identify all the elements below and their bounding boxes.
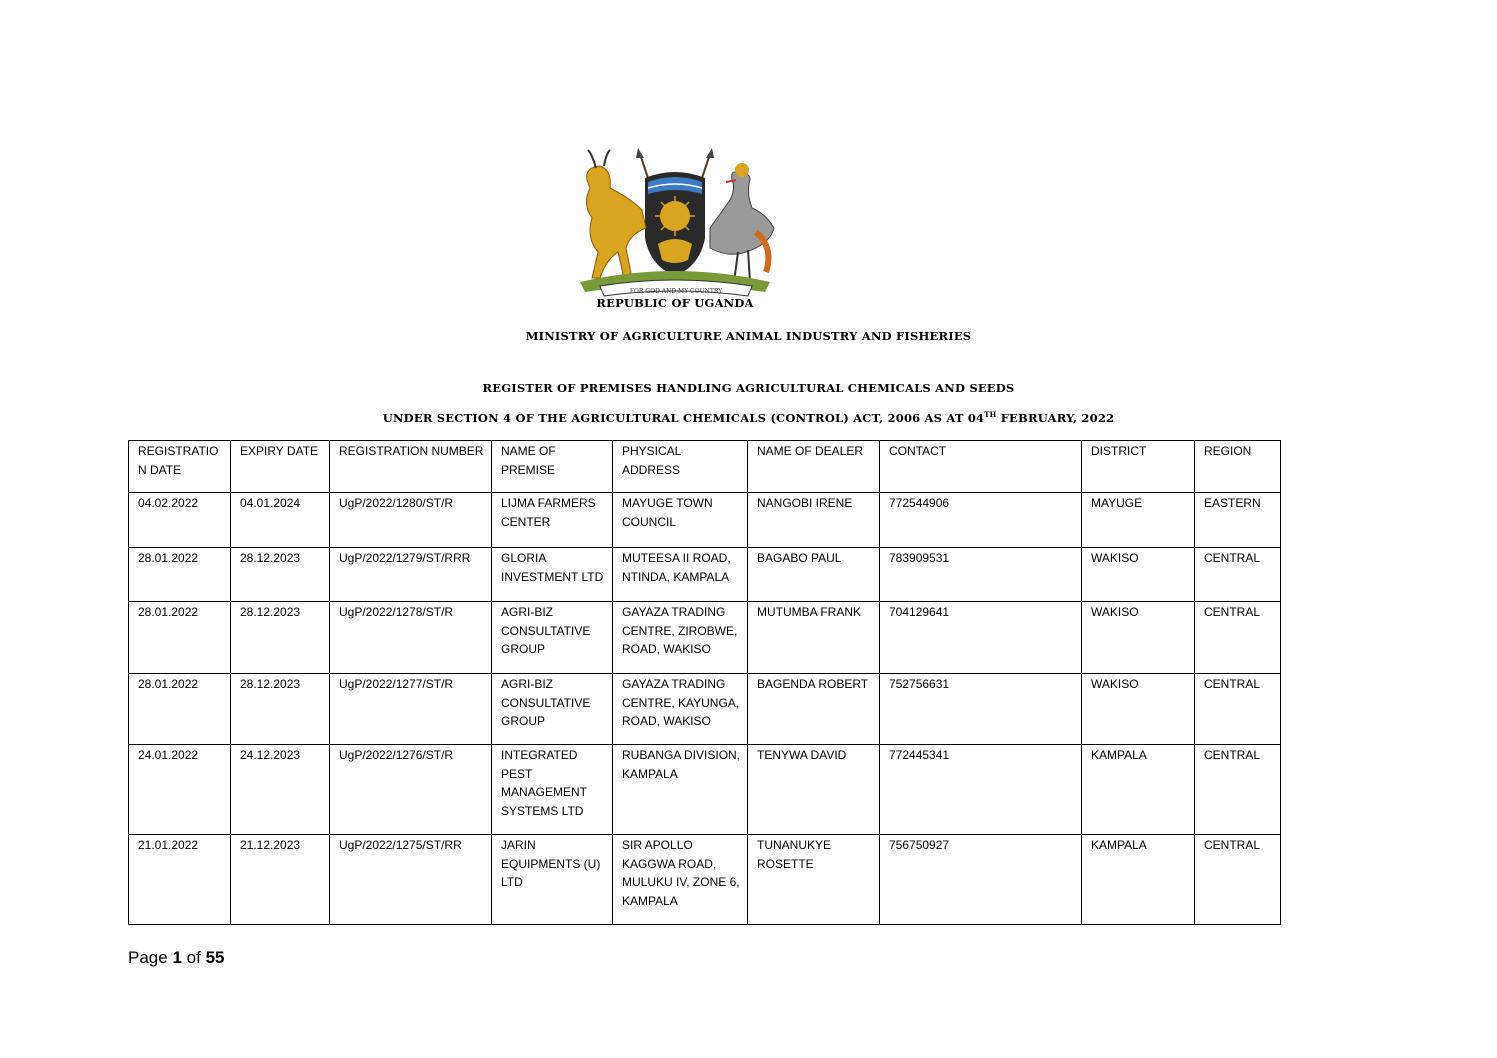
table-row xyxy=(129,493,1281,548)
page-current: 1 xyxy=(172,948,182,967)
table-cell: GAYAZA TRADING CENTRE, KAYUNGA, ROAD, WAKISO xyxy=(613,674,748,745)
table-cell: UgP/2022/1276/ST/R xyxy=(330,745,492,835)
table-cell: LIJMA FARMERS CENTER xyxy=(492,493,613,548)
table-row xyxy=(129,602,1281,674)
column-header: REGISTRATION NUMBER xyxy=(330,441,492,493)
republic-heading: REPUBLIC OF UGANDA xyxy=(596,296,754,310)
column-header: EXPIRY DATE xyxy=(231,441,330,493)
table-cell: TUNANUKYE ROSETTE xyxy=(748,835,880,925)
table-cell: WAKISO xyxy=(1082,674,1195,745)
column-header: REGISTRATIO N DATE xyxy=(129,441,231,493)
table-cell: MAYUGE xyxy=(1082,493,1195,548)
table-cell: WAKISO xyxy=(1082,548,1195,602)
table-cell: 752756631 xyxy=(880,674,1082,745)
table-cell: UgP/2022/1275/ST/RR xyxy=(330,835,492,925)
section-title xyxy=(0,410,1497,425)
table-cell: 756750927 xyxy=(880,835,1082,925)
table-cell: MUTUMBA FRANK xyxy=(748,602,880,674)
table-cell: JARIN EQUIPMENTS (U) LTD xyxy=(492,835,613,925)
column-header: PHYSICAL ADDRESS xyxy=(613,441,748,493)
table-cell: CENTRAL xyxy=(1195,745,1281,835)
table-cell: UgP/2022/1279/ST/RRR xyxy=(330,548,492,602)
table-row xyxy=(129,835,1281,925)
page-label: Page xyxy=(128,948,168,967)
ministry-heading: MINISTRY OF AGRICULTURE ANIMAL INDUSTRY AND FISHERIES xyxy=(525,329,972,343)
column-header: DISTRICT xyxy=(1082,441,1195,493)
table-cell: KAMPALA xyxy=(1082,835,1195,925)
table-cell: 28.01.2022 xyxy=(129,602,231,674)
table-cell: EASTERN xyxy=(1195,493,1281,548)
table-cell: SIR APOLLO KAGGWA ROAD, MULUKU IV, ZONE 6, KAMPALA xyxy=(613,835,748,925)
table-cell: 28.12.2023 xyxy=(231,548,330,602)
table-cell: GAYAZA TRADING CENTRE, ZIROBWE, ROAD, WAKISO xyxy=(613,602,748,674)
table-cell: 28.12.2023 xyxy=(231,602,330,674)
table-cell: 04.01.2024 xyxy=(231,493,330,548)
coat-of-arms-emblem xyxy=(560,148,792,300)
table-cell: TENYWA DAVID xyxy=(748,745,880,835)
table-cell: 772445341 xyxy=(880,745,1082,835)
section-title-main: UNDER SECTION 4 OF THE AGRICULTURAL CHEMICALS (CONTROL) ACT, 2006 AS AT 04 xyxy=(382,410,985,425)
table-cell: 28.12.2023 xyxy=(231,674,330,745)
svg-text:FOR GOD AND MY COUNTRY: FOR GOD AND MY COUNTRY xyxy=(629,288,723,295)
section-title-date: FEBRUARY, 2022 xyxy=(996,410,1115,425)
table-cell: AGRI-BIZ CONSULTATIVE GROUP xyxy=(492,674,613,745)
column-header: REGION xyxy=(1195,441,1281,493)
table-cell: RUBANGA DIVISION, KAMPALA xyxy=(613,745,748,835)
table-cell: BAGENDA ROBERT xyxy=(748,674,880,745)
table-cell: CENTRAL xyxy=(1195,674,1281,745)
table-cell: NANGOBI IRENE xyxy=(748,493,880,548)
table-cell: 28.01.2022 xyxy=(129,548,231,602)
section-title-ordinal: TH xyxy=(984,410,997,419)
table-cell: UgP/2022/1277/ST/R xyxy=(330,674,492,745)
page-total: 55 xyxy=(205,948,225,967)
table-header-row xyxy=(129,441,1281,493)
table-cell: CENTRAL xyxy=(1195,548,1281,602)
table-cell: GLORIA INVESTMENT LTD xyxy=(492,548,613,602)
table-cell: 24.01.2022 xyxy=(129,745,231,835)
table-cell: WAKISO xyxy=(1082,602,1195,674)
table-row xyxy=(129,674,1281,745)
table-cell: KAMPALA xyxy=(1082,745,1195,835)
table-cell: INTEGRATED PEST MANAGEMENT SYSTEMS LTD xyxy=(492,745,613,835)
premises-register-table xyxy=(128,440,1281,925)
table-cell: 772544906 xyxy=(880,493,1082,548)
table-cell: 783909531 xyxy=(880,548,1082,602)
table-cell: UgP/2022/1280/ST/R xyxy=(330,493,492,548)
page-of-label: of xyxy=(186,948,201,967)
register-title: REGISTER OF PREMISES HANDLING AGRICULTURAL CHEMICALS AND SEEDS xyxy=(482,381,1015,395)
table-cell: BAGABO PAUL xyxy=(748,548,880,602)
table-cell: 21.12.2023 xyxy=(231,835,330,925)
table-row xyxy=(129,745,1281,835)
column-header: NAME OF DEALER xyxy=(748,441,880,493)
table-cell: 24.12.2023 xyxy=(231,745,330,835)
table-cell: AGRI-BIZ CONSULTATIVE GROUP xyxy=(492,602,613,674)
table-cell: 21.01.2022 xyxy=(129,835,231,925)
table-cell: UgP/2022/1278/ST/R xyxy=(330,602,492,674)
table-row xyxy=(129,548,1281,602)
table-cell: 04.02.2022 xyxy=(129,493,231,548)
table-cell: 28.01.2022 xyxy=(129,674,231,745)
table-cell: CENTRAL xyxy=(1195,835,1281,925)
table-cell: 704129641 xyxy=(880,602,1082,674)
column-header: CONTACT xyxy=(880,441,1082,493)
page-number xyxy=(128,948,224,968)
table-cell: CENTRAL xyxy=(1195,602,1281,674)
column-header: NAME OF PREMISE xyxy=(492,441,613,493)
table-cell: MAYUGE TOWN COUNCIL xyxy=(613,493,748,548)
table-cell: MUTEESA II ROAD, NTINDA, KAMPALA xyxy=(613,548,748,602)
